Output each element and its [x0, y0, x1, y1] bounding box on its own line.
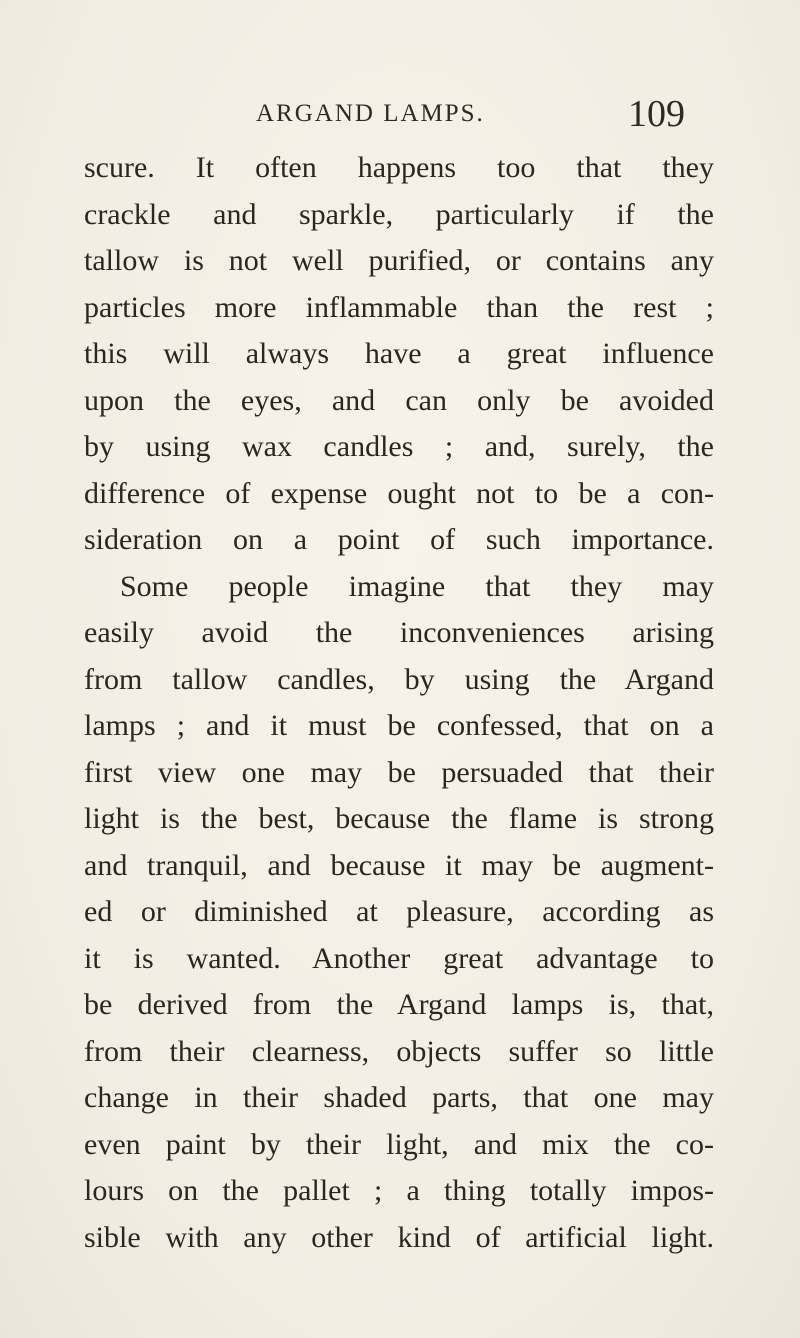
- text-line: from their clearness, objects suffer so little: [84, 1034, 714, 1068]
- running-head: ARGAND LAMPS.: [256, 100, 485, 127]
- text-line: lamps ; and it must be confessed, that on a: [84, 709, 714, 742]
- text-line: by using wax candles ; and, surely, the: [84, 430, 714, 463]
- text-line: it is wanted. Another great advantage to: [84, 941, 714, 975]
- text-line: light is the best, because the flame is strong: [84, 802, 714, 835]
- text-line: tallow is not well purified, or contains any: [84, 244, 714, 277]
- text-line: easily avoid the inconveniences arising: [84, 616, 714, 649]
- text-line: particles more inflammable than the rest ;: [84, 290, 714, 324]
- paragraph-start-line: Some people imagine that they may: [120, 569, 714, 603]
- text-line: from tallow candles, by using the Argand: [84, 662, 714, 696]
- text-line: upon the eyes, and can only be avoided: [84, 383, 714, 417]
- text-line: first view one may be persuaded that their: [84, 755, 714, 789]
- text-line: lours on the pallet ; a thing totally impos-: [84, 1174, 714, 1207]
- text-line: sible with any other kind of artificial light.: [84, 1220, 714, 1254]
- text-line: difference of expense ought not to be a con-: [84, 476, 714, 510]
- page-number: 109: [628, 93, 685, 135]
- text-line: scure. It often happens too that they: [84, 151, 714, 184]
- text-line: even paint by their light, and mix the co-: [84, 1127, 714, 1161]
- text-line: sideration on a point of such importance.: [84, 523, 714, 556]
- text-line: ed or diminished at pleasure, according as: [84, 895, 714, 928]
- text-line: be derived from the Argand lamps is, that,: [84, 988, 714, 1021]
- text-line: this will always have a great influence: [84, 337, 714, 370]
- page-header: [0, 92, 800, 142]
- body-text: [84, 145, 714, 1261]
- text-line: crackle and sparkle, particularly if the: [84, 197, 714, 231]
- text-line: and tranquil, and because it may be augment-: [84, 848, 714, 882]
- text-line: change in their shaded parts, that one may: [84, 1081, 714, 1114]
